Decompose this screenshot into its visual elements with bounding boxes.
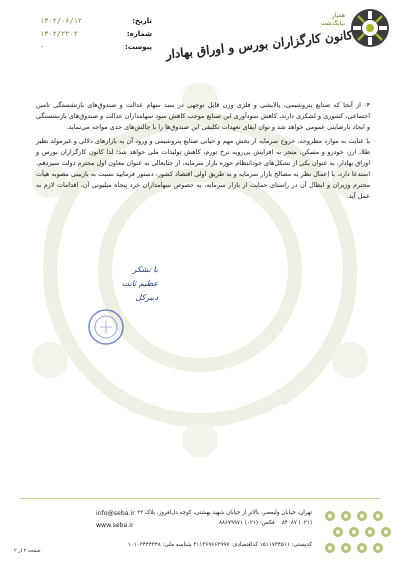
logo-brand-line1: همیار (331, 12, 345, 19)
signature-name: عظیم ثابت (121, 279, 158, 288)
logo-brand-mark (321, 12, 345, 28)
organization-logo (165, 6, 392, 78)
date-value: ۱۴۰۲/۰۶/۱۲ (40, 16, 83, 25)
number-label: شماره: (126, 29, 152, 38)
date-row (40, 14, 152, 27)
gear-emblem-icon (348, 6, 392, 50)
footer-divider (20, 498, 380, 499)
body-paragraph-2: با عنایت به موارد مطروحه، خروج سرمایه از بخش مهم و حیاتی صنایع پتروشیمی و ورود آن به بازارهای دلالی و غیرمولد نظیر طلا، ارز، خودرو و مسکن، منجر به افزایش بی‌رویه نرخ تورم، کاهش تولیدات ملی خواهد شد؛ لذا کانون کارگزاران بورس و اوراق بهادار، به عنوان یکی از تشکل‌های خودانتظام حوزه بازار سرمایه، از جنابعالی به عنوان معاون اول محترم دولت سیزدهم، استدعا دارد، با اِعمال نظر به مصالح بازار سرمایه و به طریق اولی اقتصاد کشور، دستور فرمایید نسبت به بازبینی مصوبه هیأت محترم وزیران و ابطال آن در راستای حمایت از بازار سرمایه، به خصوص سهامداران خرد پنجاه میلیونی آن، اقدامات لازم به عمل آید. (36, 137, 370, 200)
number-value: ۱۴۰۲/۲۲۰۲ (40, 29, 78, 38)
footer-address: تهران، خیابان ولیعصر، بالاتر از خیابان شهید بهشتی، کوچه دل‌افروز، پلاک ۳۲ (137, 510, 312, 516)
page-number: صفحه ۲ از ۲ (14, 548, 41, 554)
footer-contact-web (96, 508, 135, 532)
letter-footer (0, 498, 400, 566)
footer-gear-pattern-icon (318, 504, 394, 562)
signature-text (88, 263, 158, 305)
body-paragraph-1: ۴- از آنجا که صنایع پتروشیمی، پالایشی و فلزی وزن قابل توجهی در سبد سهام عدالت و صندوق‌های بازنشستگی تامین اجتماعی، کشوری و لشکری دارند، کاهش سودآوری این صنایع موجب کاهش سود سهامداران عدالت و صندوق‌های بازنشستگی و ایجاد نارضایتی عمومی خواهد شد و توان ایفای تعهدات تکلیفی این صندوق‌ها را با چالش‌های جدی مواجه می‌نماید. (36, 101, 370, 131)
number-row (40, 27, 152, 40)
letter-metadata (40, 14, 152, 53)
footer-fax: فکس: (۰۲۱) ۸۸۶۷۹۹۷۱ (218, 520, 275, 526)
logo-brand-line2: بیانگذشت (320, 20, 345, 27)
attachment-row (40, 40, 152, 53)
footer-postcode: کدپستی: ۱۵۱۱۷۳۴۵۱۱ کداقتصادی: ۴۱۱۳۶۹۶۶۳۹۹۷ شناسه ملی: ۱۰۱۰۳۴۴۴۳۴۸ (127, 542, 312, 548)
official-stamp-icon (86, 307, 126, 347)
attachment-label: پیوست: (125, 42, 152, 51)
footer-email[interactable]: info@seba.ir (96, 510, 135, 517)
attachment-value: - (40, 42, 45, 51)
date-label: تاریخ: (132, 16, 152, 25)
signature-block (70, 263, 158, 363)
signature-title: دبیرکل (135, 293, 158, 302)
logo-organization-name: کانون کارگزاران بورس و اوراق بهادار (165, 28, 354, 62)
footer-website[interactable]: www.seba.ir (96, 522, 134, 529)
signature-closing: با تشکر (132, 265, 158, 274)
letter-body (36, 100, 370, 205)
footer-phone: (۰۲۱) ۸۴۰۸۷ (281, 520, 312, 526)
